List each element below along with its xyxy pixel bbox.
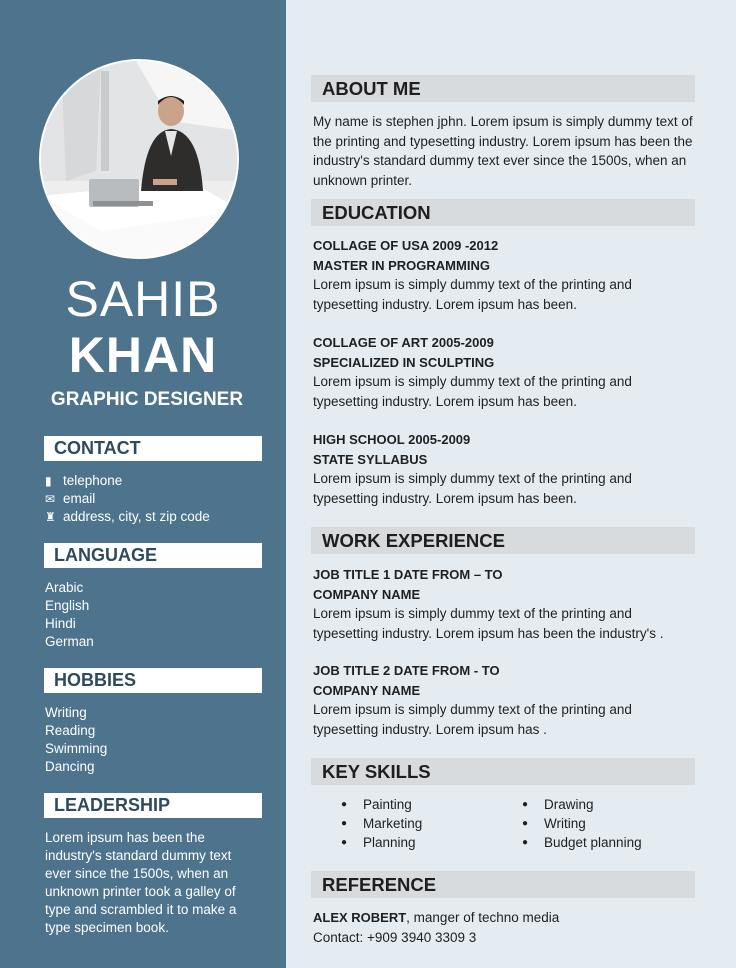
skill-label: Budget planning — [544, 835, 642, 850]
list-item: Swimming — [45, 741, 108, 756]
skills-col-1 — [313, 795, 422, 852]
contact-address — [45, 508, 210, 526]
bullet-icon: ● — [341, 837, 348, 848]
education-school: COLLAGE OF ART 2005-2009 — [313, 335, 494, 350]
skills-col-2 — [494, 795, 642, 852]
list-item: Writing — [45, 705, 87, 720]
education-desc: Lorem ipsum is simply dummy text of the printing and typesetting industry. Lorem ipsum has been. — [313, 471, 632, 506]
work-entry — [313, 661, 703, 739]
skill-label: Planning — [363, 835, 416, 850]
work-desc: Lorem ipsum is simply dummy text of the printing and typesetting industry. Lorem ipsum has been the industry's . — [313, 606, 664, 641]
profile-photo — [39, 59, 239, 259]
skill-item — [313, 795, 422, 814]
leadership-heading: LEADERSHIP — [44, 793, 262, 818]
list-item: Arabic — [45, 580, 84, 595]
bullet-icon: ● — [341, 799, 348, 810]
contact-email-text: email — [63, 491, 96, 506]
work-title: JOB TITLE 2 DATE FROM - TO — [313, 663, 500, 678]
reference-contact: Contact: +909 3940 3309 3 — [313, 929, 477, 945]
education-degree: SPECIALIZED IN SCULPTING — [313, 354, 495, 370]
list-item: Dancing — [45, 759, 95, 774]
list-item: English — [45, 598, 90, 613]
contact-phone-text: telephone — [63, 473, 123, 488]
list-item: Reading — [45, 723, 96, 738]
contact-address-text: address, city, st zip code — [63, 509, 210, 524]
phone-icon: ▮ — [45, 474, 52, 488]
reference-block — [313, 908, 703, 947]
skill-item — [494, 795, 642, 814]
skill-label: Painting — [363, 797, 412, 812]
list-item: German — [45, 634, 94, 649]
contact-email — [45, 490, 210, 508]
skills-heading: KEY SKILLS — [311, 758, 695, 785]
work-entry — [313, 565, 703, 643]
skill-item — [494, 833, 642, 852]
work-heading: WORK EXPERIENCE — [311, 527, 695, 554]
language-list — [45, 579, 94, 651]
bullet-icon: ● — [341, 818, 348, 829]
bullet-icon: ● — [522, 799, 529, 810]
about-text: My name is stephen jphn. Lorem ipsum is simply dummy text of the printing and typesetting industry. Lorem ipsum has been the industry's standard dummy text ever since the 1500s, when an unknown printer. — [313, 114, 693, 188]
education-entry — [313, 333, 703, 411]
skill-label: Marketing — [363, 816, 423, 831]
work-company: COMPANY NAME — [313, 682, 421, 698]
first-name: SAHIB — [65, 271, 221, 327]
reference-line — [313, 908, 703, 928]
education-heading: EDUCATION — [311, 199, 695, 226]
education-entry — [313, 236, 703, 314]
job-role: GRAPHIC DESIGNER — [50, 389, 244, 410]
reference-title: , manger of techno media — [406, 910, 560, 925]
bullet-icon: ● — [522, 818, 529, 829]
skill-label: Drawing — [544, 797, 594, 812]
reference-name: ALEX ROBERT — [313, 910, 407, 925]
skill-item — [494, 814, 642, 833]
skill-item — [313, 833, 422, 852]
education-degree: STATE SYLLABUS — [313, 451, 428, 467]
address-icon: ♜ — [45, 510, 56, 524]
about-heading: ABOUT ME — [311, 75, 695, 102]
work-desc: Lorem ipsum is simply dummy text of the printing and typesetting industry. Lorem ipsum has . — [313, 702, 632, 737]
list-item: Hindi — [45, 616, 76, 631]
contact-list — [45, 472, 210, 526]
contact-phone — [45, 472, 210, 490]
work-title: JOB TITLE 1 DATE FROM – TO — [313, 567, 503, 582]
education-desc: Lorem ipsum is simply dummy text of the printing and typesetting industry. Lorem ipsum has been. — [313, 374, 632, 409]
hobbies-list — [45, 704, 107, 776]
skill-item — [313, 814, 422, 833]
email-icon: ✉ — [45, 492, 56, 506]
bullet-icon: ● — [522, 837, 529, 848]
last-name: KHAN — [68, 327, 218, 383]
contact-heading: CONTACT — [44, 436, 262, 461]
education-entry — [313, 430, 703, 508]
education-school: HIGH SCHOOL 2005-2009 — [313, 432, 471, 447]
work-company: COMPANY NAME — [313, 586, 421, 602]
sidebar — [0, 0, 286, 968]
reference-heading: REFERENCE — [311, 871, 695, 898]
language-heading: LANGUAGE — [44, 543, 262, 568]
hobbies-heading: HOBBIES — [44, 668, 262, 693]
skill-label: Writing — [544, 816, 586, 831]
education-degree: MASTER IN PROGRAMMING — [313, 257, 490, 273]
education-desc: Lorem ipsum is simply dummy text of the printing and typesetting industry. Lorem ipsum has been. — [313, 277, 632, 312]
education-school: COLLAGE OF USA 2009 -2012 — [313, 238, 499, 253]
leadership-text: Lorem ipsum has been the industry's standard dummy text ever since the 1500s, when an unknown printer took a galley of type and scrambled it to make a type specimen book. — [45, 830, 237, 935]
